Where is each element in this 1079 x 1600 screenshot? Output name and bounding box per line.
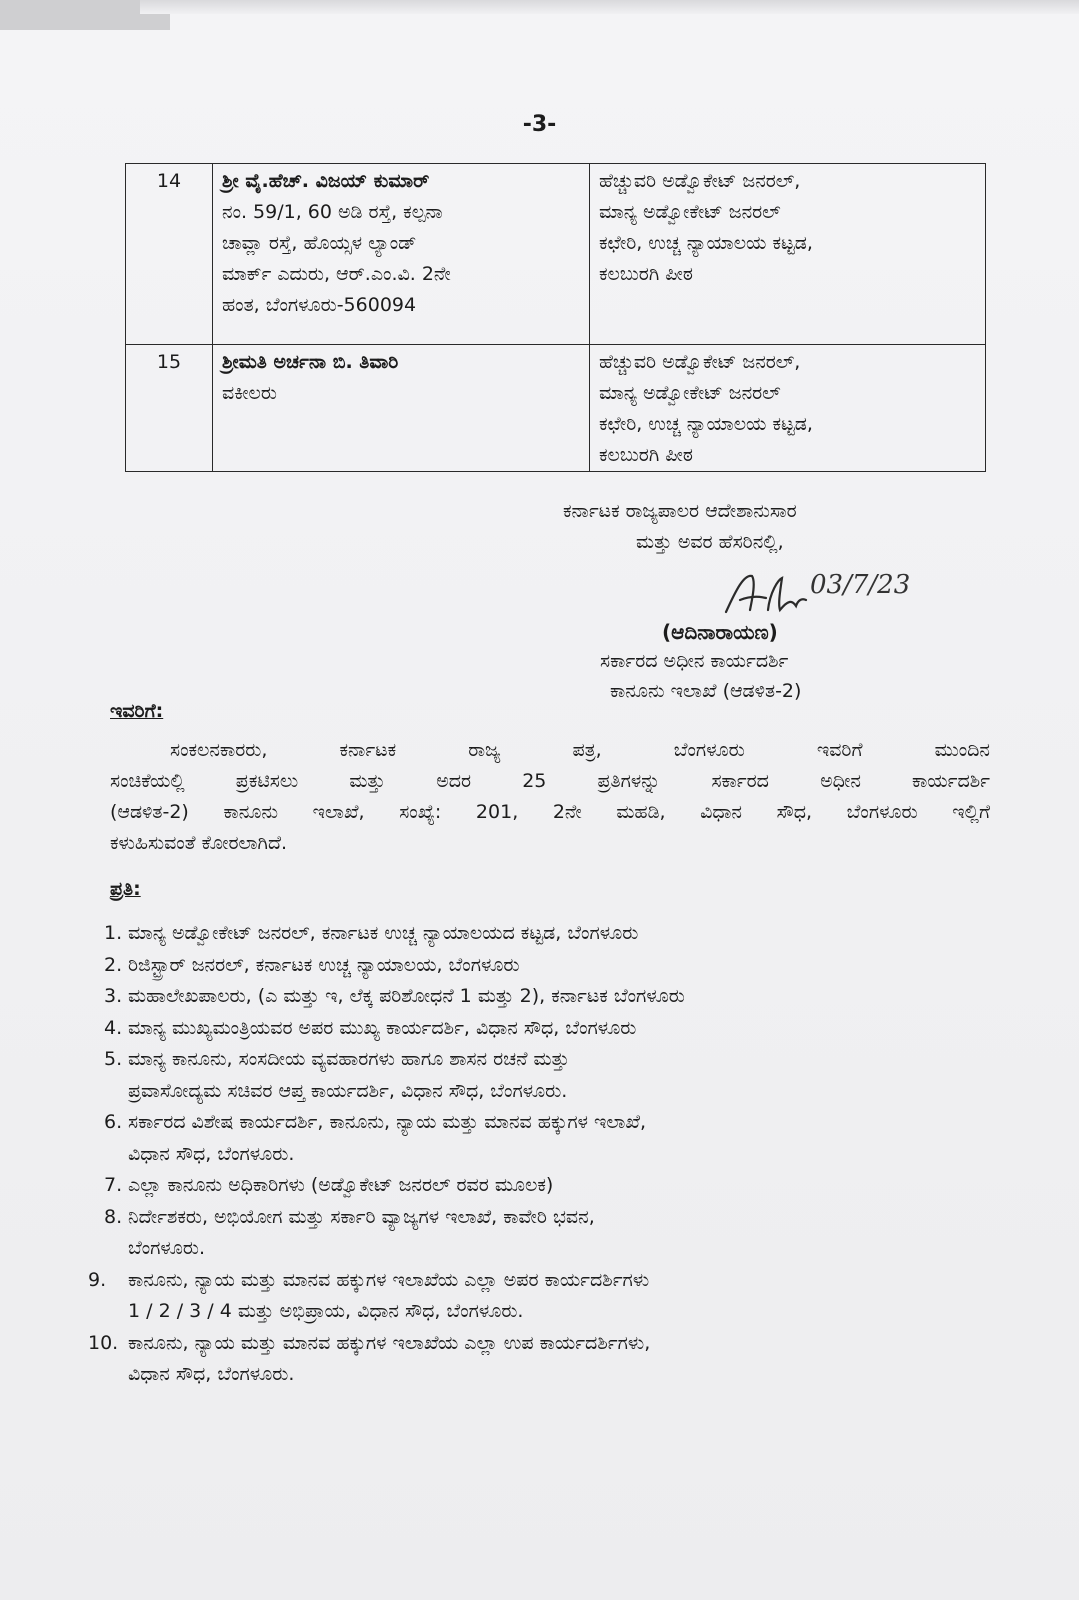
row-number: 15 (126, 345, 213, 472)
address-line: ಹಂತ, ಬೆಂಗಳೂರು-560094 (222, 294, 417, 316)
order-line-2: ಮತ್ತು ಅವರ ಹೆಸರಿನಲ್ಲಿ, (636, 531, 784, 553)
signatory-department: ಕಾನೂನು ಇಲಾಖೆ (ಆಡಳಿತ-2) (610, 680, 802, 702)
list-item (100, 950, 1000, 982)
signatory-designation: ಸರ್ಕಾರದ ಅಧೀನ ಕಾರ್ಯದರ್ಶಿ (600, 650, 789, 672)
item-number: 3. (104, 985, 123, 1007)
appointee-name: ಶ್ರೀಮತಿ ಅರ್ಚನಾ ಬಿ. ತಿವಾರಿ (222, 351, 399, 373)
item-line: ಮಾನ್ಯ ಕಾನೂನು, ಸಂಸದೀಯ ವ್ಯವಹಾರಗಳು ಹಾಗೂ ಶಾಸನ ರಚನೆ ಮತ್ತು (128, 1048, 570, 1070)
paragraph-line: ಕಳುಹಿಸುವಂತೆ ಕೋರಲಾಗಿದೆ. (110, 832, 288, 854)
designation-line: ಕಲಬುರಗಿ ಪೀಠ (599, 263, 693, 285)
item-line: ಪ್ರವಾಸೋದ್ಯಮ ಸಚಿವರ ಆಪ್ತ ಕಾರ್ಯದರ್ಶಿ, ವಿಧಾನ ಸೌಧ, ಬೆಂಗಳೂರು. (128, 1079, 568, 1102)
list-item (88, 1328, 1000, 1391)
table-row (126, 345, 986, 472)
paragraph-line: (ಆಡಳಿತ-2) ಕಾನೂನು ಇಲಾಖೆ, ಸಂಖ್ಯೆ: 201, 2ನೇ ಮಹಡಿ, ವಿಧಾನ ಸೌಧ, ಬೆಂಗಳೂರು ಇಲ್ಲಿಗೆ (110, 801, 990, 823)
list-item (100, 1107, 1000, 1170)
item-line: ಮಾನ್ಯ ಮುಖ್ಯಮಂತ್ರಿಯವರ ಅಪರ ಮುಖ್ಯ ಕಾರ್ಯದರ್ಶಿ, ವಿಧಾನ ಸೌಧ, ಬೆಂಗಳೂರು (128, 1016, 637, 1039)
list-item (100, 1044, 1000, 1107)
item-number: 10. (88, 1331, 119, 1354)
item-line: ಮಹಾಲೇಖಪಾಲರು, (ಎ ಮತ್ತು ಇ, ಲೆಕ್ಕ ಪರಿಶೋಧನೆ 1 ಮತ್ತು 2), ಕರ್ನಾಟಕ ಬೆಂಗಳೂರು (128, 985, 685, 1007)
item-line: ಬೆಂಗಳೂರು. (128, 1237, 206, 1259)
order-line-1: ಕರ್ನಾಟಕ ರಾಜ್ಯಪಾಲರ ಆದೇಶಾನುಸಾರ (563, 500, 797, 522)
item-line: ಸರ್ಕಾರದ ವಿಶೇಷ ಕಾರ್ಯದರ್ಶಿ, ಕಾನೂನು, ನ್ಯಾಯ ಮತ್ತು ಮಾನವ ಹಕ್ಕುಗಳ ಇಲಾಖೆ, (128, 1111, 646, 1133)
list-item (100, 981, 1000, 1013)
item-number: 7. (104, 1174, 123, 1196)
designation-cell (590, 164, 986, 345)
item-line: ವಿಧಾನ ಸೌಧ, ಬೆಂಗಳೂರು. (128, 1363, 295, 1385)
address-line: ವಕೀಲರು (222, 382, 277, 404)
page-top-shadow (140, 0, 1079, 14)
address-line: ಚಾವ್ಲಾ ರಸ್ತೆ, ಹೊಯ್ಸಳ ಲ್ಯಾಂಡ್ (222, 232, 417, 254)
paragraph-line: ಸಂಚಿಕೆಯಲ್ಲಿ ಪ್ರಕಟಿಸಲು ಮತ್ತು ಅದರ 25 ಪ್ರತಿಗಳನ್ನು ಸರ್ಕಾರದ ಅಧೀನ ಕಾರ್ಯದರ್ಶಿ (110, 770, 990, 792)
signatory-name: (ಆದಿನಾರಾಯಣ) (662, 620, 778, 644)
item-line: ಮಾನ್ಯ ಅಡ್ವೋಕೇಟ್ ಜನರಲ್, ಕರ್ನಾಟಕ ಉಚ್ಚ ನ್ಯಾಯಾಲಯದ ಕಟ್ಟಡ, ಬೆಂಗಳೂರು (128, 922, 639, 944)
item-line: ವಿಧಾನ ಸೌಧ, ಬೆಂಗಳೂರು. (128, 1142, 295, 1165)
designation-line: ಮಾನ್ಯ ಅಡ್ವೋಕೇಟ್ ಜನರಲ್ (599, 201, 781, 223)
address-line: ಮಾರ್ಕ್ ಎದುರು, ಆರ್.ಎಂ.ವಿ. 2ನೇ (222, 263, 451, 285)
row-number: 14 (126, 164, 213, 345)
item-number: 9. (88, 1268, 107, 1291)
designation-cell (590, 345, 986, 472)
list-item (100, 1170, 1000, 1202)
item-number: 1. (104, 922, 123, 944)
appointee-name: ಶ್ರೀ ವೈ.ಹೆಚ್. ವಿಜಯ್ ಕುಮಾರ್ (222, 170, 430, 192)
list-item (100, 1013, 1000, 1045)
page-number: -3- (522, 112, 557, 137)
designation-line: ಕಲಬುರಗಿ ಪೀಠ (599, 444, 693, 466)
designation-line: ಹೆಚ್ಚುವರಿ ಅಡ್ವೊಕೇಟ್ ಜನರಲ್, (599, 170, 801, 192)
item-line: ಎಲ್ಲಾ ಕಾನೂನು ಅಧಿಕಾರಿಗಳು (ಅಡ್ವೊಕೇಟ್ ಜನರಲ್ ರವರ ಮೂಲಕ) (128, 1174, 554, 1196)
appointees-table (125, 163, 986, 472)
paragraph-line: ಸಂಕಲನಕಾರರು, ಕರ್ನಾಟಕ ರಾಜ್ಯ ಪತ್ರ, ಬೆಂಗಳೂರು ಇವರಿಗೆ ಮುಂದಿನ (170, 739, 990, 761)
item-number: 2. (104, 953, 123, 976)
copies-heading: ಪ್ರತಿ: (110, 878, 141, 900)
list-item (100, 1202, 1000, 1265)
designation-line: ಕಛೇರಿ, ಉಚ್ಚ ನ್ಯಾಯಾಲಯ ಕಟ್ಟಡ, (599, 232, 813, 254)
item-number: 5. (104, 1048, 123, 1070)
designation-line: ಹೆಚ್ಚುವರಿ ಅಡ್ವೊಕೇಟ್ ಜನರಲ್, (599, 351, 801, 373)
to-heading: ಇವರಿಗೆ: (110, 700, 164, 722)
item-number: 4. (104, 1016, 123, 1039)
item-line: ರಿಜಿಸ್ಟ್ರಾರ್ ಜನರಲ್, ಕರ್ನಾಟಕ ಉಚ್ಚ ನ್ಯಾಯಾಲಯ, ಬೆಂಗಳೂರು (128, 953, 520, 976)
designation-line: ಕಛೇರಿ, ಉಚ್ಚ ನ್ಯಾಯಾಲಯ ಕಟ್ಟಡ, (599, 413, 813, 435)
list-item (100, 918, 1000, 950)
item-line: ಕಾನೂನು, ನ್ಯಾಯ ಮತ್ತು ಮಾನವ ಹಕ್ಕುಗಳ ಇಲಾಖೆಯ ಎಲ್ಲಾ ಅಪರ ಕಾರ್ಯದರ್ಶಿಗಳು (128, 1268, 650, 1291)
item-line: 1 / 2 / 3 / 4 ಮತ್ತು ಅಭಿಪ್ರಾಯ, ವಿಧಾನ ಸೌಧ, ಬೆಂಗಳೂರು. (128, 1300, 524, 1322)
address-line: ನಂ. 59/1, 60 ಅಡಿ ರಸ್ತೆ, ಕಲ್ಪನಾ (222, 201, 443, 223)
item-line: ಕಾನೂನು, ನ್ಯಾಯ ಮತ್ತು ಮಾನವ ಹಕ್ಕುಗಳ ಇಲಾಖೆಯ ಎಲ್ಲಾ ಉಪ ಕಾರ್ಯದರ್ಶಿಗಳು, (128, 1331, 651, 1354)
appointee-cell (213, 345, 590, 472)
item-number: 6. (104, 1111, 123, 1133)
appointee-cell (213, 164, 590, 345)
signature-date: 03/7/23 (810, 570, 911, 600)
designation-line: ಮಾನ್ಯ ಅಡ್ವೋಕೇಟ್ ಜನರಲ್ (599, 382, 781, 404)
list-item (88, 1265, 1000, 1328)
table-row (126, 164, 986, 345)
copies-list (88, 918, 1000, 1391)
item-line: ನಿರ್ದೇಶಕರು, ಅಭಿಯೋಗ ಮತ್ತು ಸರ್ಕಾರಿ ವ್ಯಾಜ್ಯಗಳ ಇಲಾಖೆ, ಕಾವೇರಿ ಭವನ, (128, 1205, 595, 1228)
item-number: 8. (104, 1205, 123, 1228)
to-paragraph (110, 735, 990, 859)
